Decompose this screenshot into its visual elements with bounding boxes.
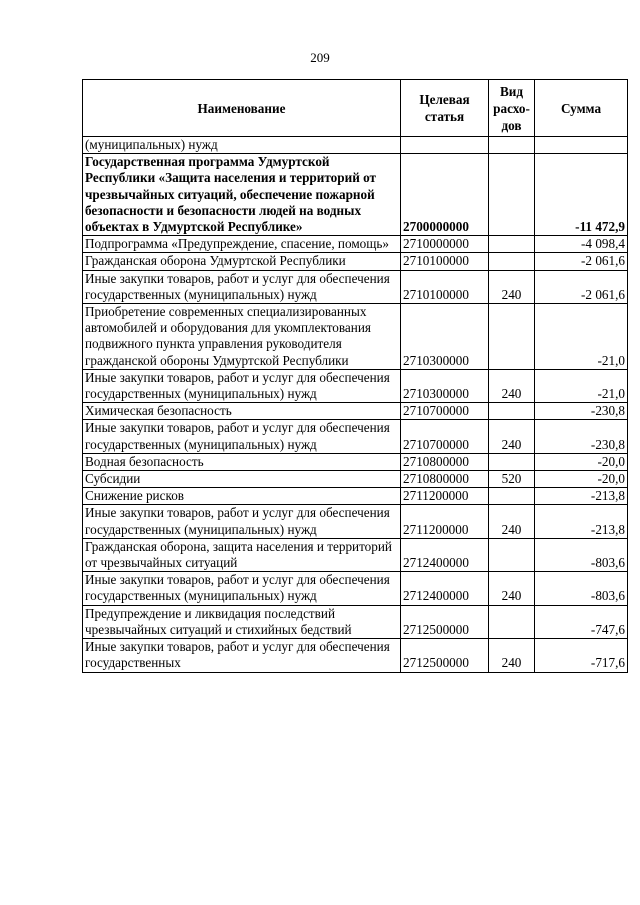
row-name-cell: Иные закупки товаров, работ и услуг для обеспечения государственных (муниципальных) нужд [83,270,401,303]
table-header-row [83,80,628,137]
row-name-cell: Снижение рисков [83,488,401,505]
header-sum: Сумма [535,80,628,137]
table-row [83,253,628,270]
row-code-cell: 2712400000 [401,538,489,571]
row-type-cell [489,154,535,236]
row-code-cell: 2710700000 [401,420,489,453]
table-row [83,488,628,505]
table-row [83,403,628,420]
table-row [83,369,628,402]
row-code-cell: 2710100000 [401,253,489,270]
row-type-cell: 240 [489,420,535,453]
table-row [83,572,628,605]
header-code: Целевая статья [401,80,489,137]
row-sum-cell: -803,6 [535,572,628,605]
row-code-cell: 2710300000 [401,304,489,370]
row-type-cell [489,488,535,505]
table-row [83,538,628,571]
row-name-cell: Предупреждение и ликвидация последствий чрезвычайных ситуаций и стихийных бедствий [83,605,401,638]
row-type-cell [489,453,535,470]
row-sum-cell [535,137,628,154]
row-sum-cell: -230,8 [535,403,628,420]
row-type-cell [489,253,535,270]
row-sum-cell: -2 061,6 [535,270,628,303]
row-name-cell: Приобретение современных специализированных автомобилей и оборудования для укомплектования подвижного пункта управления руководителя гражданской обороны Удмуртской Республики [83,304,401,370]
row-sum-cell: -803,6 [535,538,628,571]
row-sum-cell: -717,6 [535,639,628,672]
row-code-cell: 2710300000 [401,369,489,402]
row-name-cell: Химическая безопасность [83,403,401,420]
row-name-cell: Гражданская оборона Удмуртской Республики [83,253,401,270]
row-sum-cell: -20,0 [535,471,628,488]
row-sum-cell: -21,0 [535,304,628,370]
row-type-cell: 240 [489,270,535,303]
row-name-cell: Иные закупки товаров, работ и услуг для обеспечения государственных (муниципальных) нужд [83,572,401,605]
row-name-cell: (муниципальных) нужд [83,137,401,154]
row-type-cell [489,304,535,370]
table-row [83,304,628,370]
row-name-cell: Иные закупки товаров, работ и услуг для обеспечения государственных (муниципальных) нужд [83,420,401,453]
row-type-cell: 240 [489,572,535,605]
row-type-cell [489,538,535,571]
row-name-cell: Иные закупки товаров, работ и услуг для обеспечения государственных (муниципальных) нужд [83,369,401,402]
row-name-cell: Водная безопасность [83,453,401,470]
table-row [83,639,628,672]
row-type-cell [489,236,535,253]
row-sum-cell: -2 061,6 [535,253,628,270]
row-code-cell: 2711200000 [401,488,489,505]
row-code-cell [401,137,489,154]
row-type-cell: 240 [489,639,535,672]
table-row [83,605,628,638]
row-name-cell: Иные закупки товаров, работ и услуг для обеспечения государственных [83,639,401,672]
row-type-cell: 240 [489,369,535,402]
row-sum-cell: -213,8 [535,505,628,538]
page-number: 209 [310,50,330,65]
table-row [83,236,628,253]
table-row [83,505,628,538]
row-code-cell: 2712400000 [401,572,489,605]
row-code-cell: 2710800000 [401,453,489,470]
row-name-cell: Государственная программа Удмуртской Республики «Защита населения и территорий от чрезвычайных ситуаций, обеспечение пожарной безопасности и безопасности людей на водных объектах в Удмуртской Республике» [83,154,401,236]
table-row [83,154,628,236]
row-sum-cell: -21,0 [535,369,628,402]
row-type-cell [489,403,535,420]
table-row [83,137,628,154]
row-sum-cell: -213,8 [535,488,628,505]
row-sum-cell: -11 472,9 [535,154,628,236]
row-code-cell: 2710100000 [401,270,489,303]
row-code-cell: 2711200000 [401,505,489,538]
header-name: Наименование [83,80,401,137]
table-row [83,270,628,303]
table-row [83,453,628,470]
row-sum-cell: -747,6 [535,605,628,638]
row-name-cell: Подпрограмма «Предупреждение, спасение, помощь» [83,236,401,253]
row-sum-cell: -20,0 [535,453,628,470]
row-type-cell: 520 [489,471,535,488]
row-type-cell [489,605,535,638]
budget-table [82,79,628,673]
row-code-cell: 2710800000 [401,471,489,488]
table-row [83,420,628,453]
row-code-cell: 2710700000 [401,403,489,420]
row-name-cell: Гражданская оборона, защита населения и территорий от чрезвычайных ситуаций [83,538,401,571]
row-code-cell: 2712500000 [401,605,489,638]
row-name-cell: Иные закупки товаров, работ и услуг для обеспечения государственных (муниципальных) нужд [83,505,401,538]
row-type-cell: 240 [489,505,535,538]
row-sum-cell: -230,8 [535,420,628,453]
row-type-cell [489,137,535,154]
row-code-cell: 2710000000 [401,236,489,253]
row-sum-cell: -4 098,4 [535,236,628,253]
table-body [83,137,628,673]
header-type: Вид расхо-дов [489,80,535,137]
row-name-cell: Субсидии [83,471,401,488]
row-code-cell: 2700000000 [401,154,489,236]
row-code-cell: 2712500000 [401,639,489,672]
table-row [83,471,628,488]
